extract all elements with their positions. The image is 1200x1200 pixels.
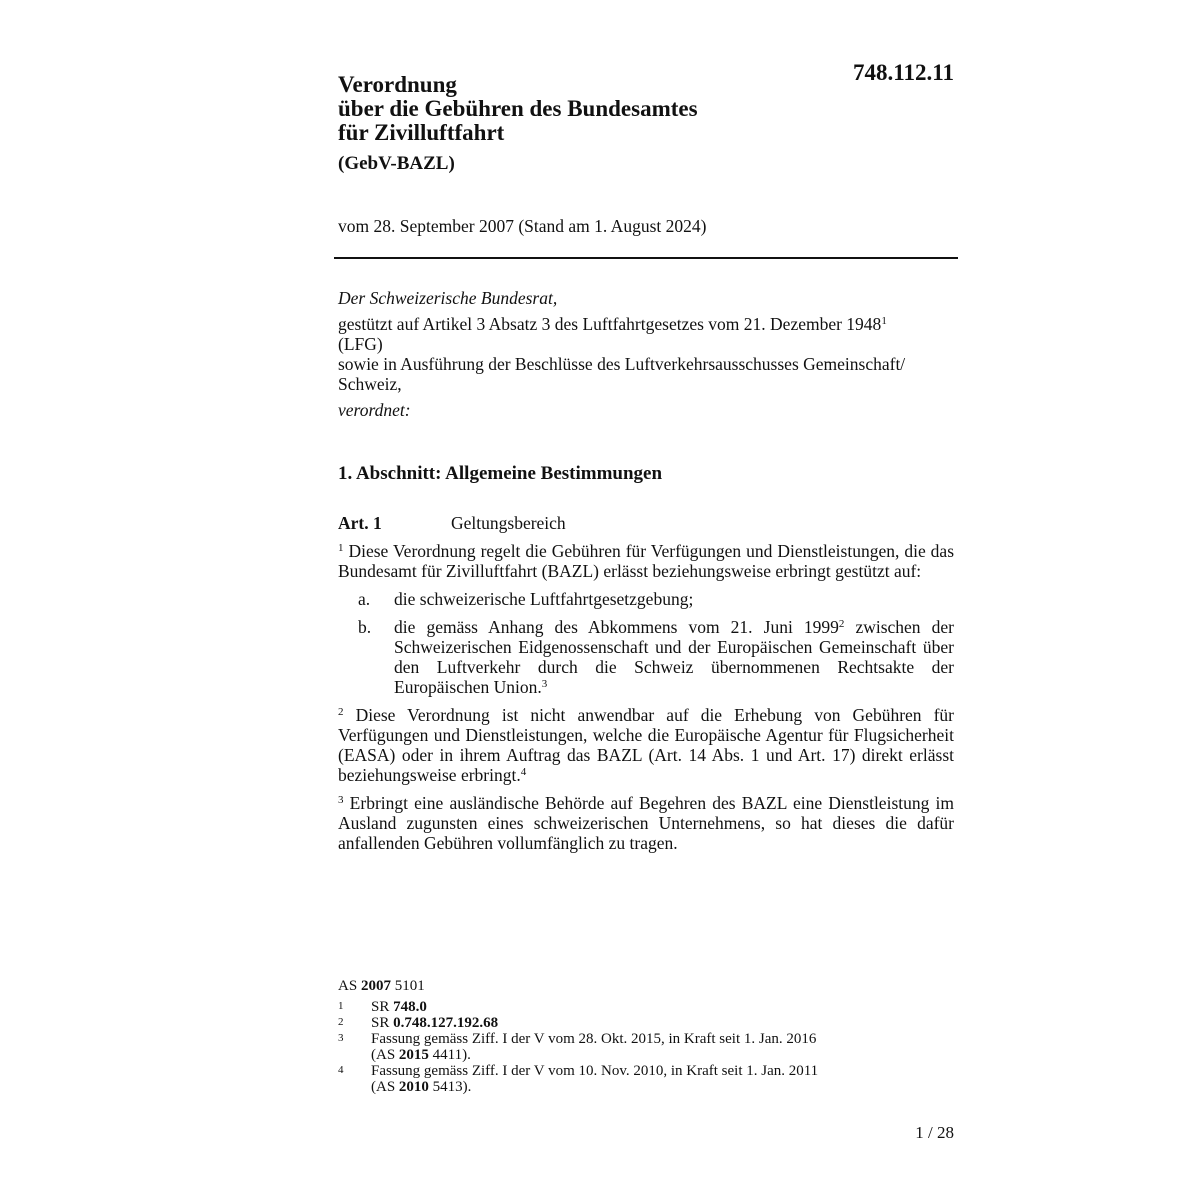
footnote-text (371, 999, 958, 1015)
sr-number: 748.112.11 (853, 60, 954, 85)
footnote-ref[interactable]: 1 (881, 315, 887, 327)
paragraph-number: 1 (338, 542, 344, 554)
footnote-text (371, 1031, 958, 1063)
footnote-as-year: 2010 (398, 1079, 429, 1095)
footnote-line: Fassung gemäss Ziff. I der V vom 10. Nov. 2010, in Kraft seit 1. Jan. 2011 (371, 1063, 819, 1079)
footnote-item (338, 1015, 958, 1031)
list-letter: a. (358, 589, 371, 609)
as-prefix: AS (338, 978, 358, 994)
title-abbreviation: (GebV-BAZL) (338, 153, 455, 174)
article-label: Art. 1 (338, 513, 382, 533)
footnote-item (338, 999, 958, 1015)
article-title: Geltungsbereich (451, 513, 566, 533)
preamble-basis-text: gestützt auf Artikel 3 Absatz 3 des Luftfahrtgesetzes vom 21. Dezember 1948 (338, 314, 882, 334)
header-divider (334, 257, 958, 259)
preamble-basis-2: sowie in Ausführung der Beschlüsse des Luftverkehrsausschusses Gemeinschaft/ (338, 354, 906, 374)
section-title: 1. Abschnitt: Allgemeine Bestimmungen (338, 463, 663, 484)
list-text: die schweizerische Luftfahrtgesetzgebung; (394, 589, 694, 609)
paragraph-number: 2 (338, 706, 344, 718)
paragraph-text: Erbringt eine ausländische Behörde auf Begehren des BAZL eine Dienstleistung im Ausland zugunsten eines schweizerischen Unternehmens, so hat dieses die dafür anfallenden Gebühren vollumfänglich zu tragen. (338, 793, 955, 853)
paragraph-text: Diese Verordnung ist nicht anwendbar auf die Erhebung von Gebühren für Verfügungen und Dienstleistungen, welche die Europäische Agentur für Flugsicherheit (EASA) oder in ihrem Auftrag das BAZL (Art. 14 Abs. 1 und Art. 17) direkt erlässt beziehungsweise erbringt. (338, 705, 955, 785)
footnote-number: 4 (338, 1064, 344, 1076)
footnote-prefix: SR (371, 1015, 390, 1031)
preamble (338, 288, 954, 420)
as-year: 2007 (360, 978, 391, 994)
footnote-as-page: 5413). (432, 1079, 472, 1095)
footnote-text (371, 1015, 958, 1031)
preamble-authority: Der Schweizerische Bundesrat, (338, 288, 558, 308)
footnote-sr: 0.748.127.192.68 (393, 1015, 499, 1031)
footnote-item (338, 1063, 958, 1095)
title-line: für Zivilluftfahrt (338, 120, 505, 145)
paragraph-number: 3 (338, 794, 344, 806)
footnote-ref[interactable]: 2 (838, 618, 845, 630)
article-paragraph-1 (338, 541, 954, 581)
date-line: vom 28. September 2007 (Stand am 1. August 2024) (338, 216, 707, 236)
page-number: 1 / 28 (915, 1123, 954, 1142)
title-line: Verordnung (338, 72, 457, 97)
footnote-as: (AS (371, 1047, 396, 1063)
article-heading (338, 513, 566, 534)
list-item-b (338, 617, 954, 697)
preamble-basis-2-cont: Schweiz, (338, 374, 402, 394)
footnote-text (371, 1063, 958, 1095)
list-text (394, 617, 954, 697)
article-paragraph-3 (338, 793, 954, 853)
footnotes (338, 978, 958, 1095)
title-line: über die Gebühren des Bundesamtes (338, 96, 698, 121)
preamble-basis (338, 314, 954, 394)
footnote-item (338, 1031, 958, 1063)
list-text-part: zwischen der Schweizerischen Eidgenossenschaft und der Europäischen Gemeinschaft über den Luftverkehr durch die Schweiz übernommenen Rechtsakte der Europäischen Union. (394, 617, 954, 697)
list-text-part: die gemäss Anhang des Abkommens vom 21. Juni 1999 (394, 617, 839, 637)
footnote-as: (AS (371, 1079, 396, 1095)
footnote-ref[interactable]: 4 (520, 766, 527, 778)
article-paragraph-2 (338, 705, 954, 785)
article-body (338, 541, 954, 861)
footnote-line: Fassung gemäss Ziff. I der V vom 28. Okt. 2015, in Kraft seit 1. Jan. 2016 (371, 1031, 817, 1047)
footnote-as-year: 2015 (398, 1047, 429, 1063)
list-letter: b. (358, 617, 372, 637)
footnote-prefix: SR (371, 999, 390, 1015)
paragraph-text: Diese Verordnung regelt die Gebühren für Verfügungen und Dienstleistungen, die das Bundesamt für Zivilluftfahrt (BAZL) erlässt beziehungsweise erbringt gestützt auf: (338, 541, 955, 581)
as-reference (338, 978, 958, 994)
footnote-as-page: 4411). (432, 1047, 471, 1063)
footnote-ref[interactable]: 3 (541, 678, 548, 690)
preamble-basis-cont: (LFG) (338, 334, 383, 354)
preamble-enacting: verordnet: (338, 400, 411, 420)
footnote-number: 2 (338, 1016, 344, 1028)
footnote-number: 1 (338, 1000, 344, 1012)
footnote-sr: 748.0 (393, 999, 427, 1015)
title-block (338, 73, 858, 175)
footnote-number: 3 (338, 1032, 344, 1044)
as-page: 5101 (394, 978, 425, 994)
list-item-a (338, 589, 954, 609)
